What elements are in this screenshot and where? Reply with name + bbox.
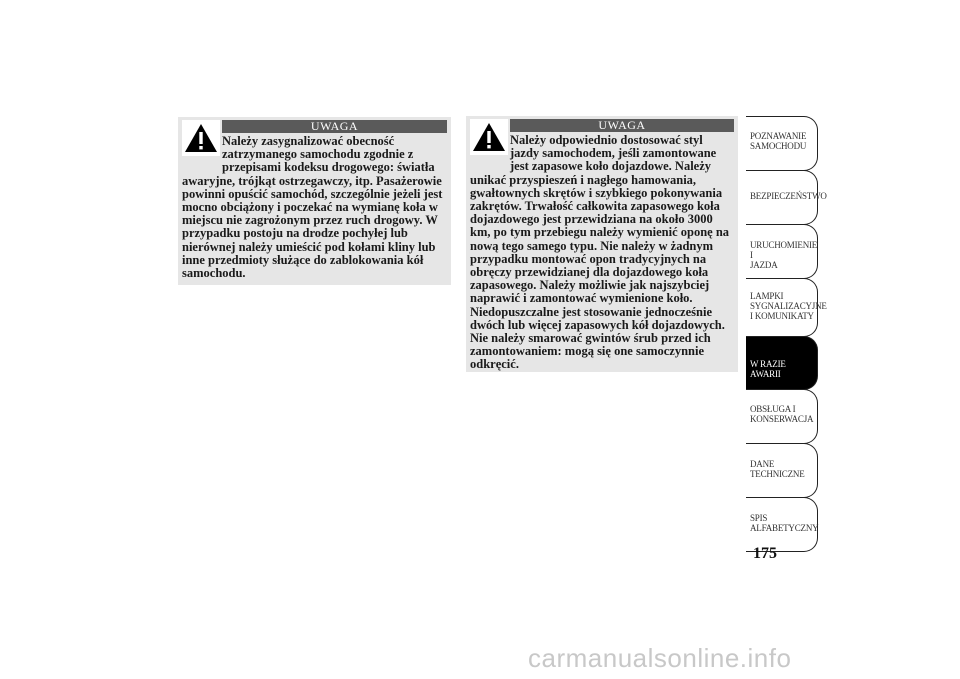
warning-text-content: Należy odpowiednio dostosować styl jazdy samochodem, jeśli zamontowane jest zapasowe koło dojazdowe. Należy unikać przyspieszeń i nagłego hamowania, gwałtownych skrętów i szybkiego pokonywania zakrętów. Trwałość całkowita zapasowego koła dojazdowego jest przewidziana na około 3000 km, po tym przebiegu należy wymienić oponę na nową tego samego typu. Nie należy w żadnym przypadku montować opon tradycyjnych na obręczy przewidzianej dla dojazdowego koła zapasowego. Należy możliwie jak najszybciej naprawić i zamontować wymienione koło. Niedopuszczalne jest stosowanie jednocześnie dwóch lub więcej zapasowych kół dojazdowych. Nie należy smarować gwintów śrub przed ich zamontowaniem: mogą się one samoczynnie odkręcić. xyxy=(470,133,730,372)
warning-heading: UWAGA xyxy=(510,119,734,132)
tab-w-razie-awarii[interactable] xyxy=(746,336,818,390)
warning-text-content: Należy zasygnalizować obecność zatrzymanego samochodu zgodnie z przepisami kodeksu drogowego: światła awaryjne, trójkąt ostrzegawczy, itp. Pasażerowie powinni opuścić samochód, szczególnie jeżeli jest mocno obciążony i poczekać na wymianę koła w miejscu nie zagrożonym przez ruch drogowy. W przypadku postoju na drodze pochyłej lub nierównej należy umieścić pod kołami kliny lub inne przedmioty służące do zablokowania kół samochodu. xyxy=(182,134,443,281)
tab-label: LAMPKI xyxy=(750,291,784,301)
tab-label: BEZPIECZEŃSTWO xyxy=(750,191,827,201)
chapter-tabs xyxy=(746,116,827,551)
warning-text xyxy=(470,134,734,372)
warning-box-2 xyxy=(466,116,738,372)
page-number: 175 xyxy=(753,545,777,562)
tab-label: TECHNICZNE xyxy=(750,469,805,479)
warning-heading: UWAGA xyxy=(222,120,447,133)
tab-label: URUCHOMIENIE I xyxy=(750,240,818,260)
tab-label: SAMOCHODU xyxy=(750,141,807,151)
tab-label: OBSŁUGA I xyxy=(750,404,796,414)
tab-obsluga-i-konserwacja[interactable] xyxy=(746,389,818,444)
tab-label: SPIS xyxy=(750,513,768,523)
tab-lampki-sygnalizacyjne[interactable] xyxy=(746,278,827,337)
tab-bezpieczenstwo[interactable] xyxy=(746,170,827,225)
tab-spis-alfabetyczny[interactable] xyxy=(746,497,818,552)
tab-poznawanie-samochodu[interactable] xyxy=(746,116,818,171)
tab-label: ALFABETYCZNY xyxy=(750,523,819,533)
tab-label: DANE xyxy=(750,459,775,469)
tab-uruchomienie-i-jazda[interactable] xyxy=(746,224,818,279)
tab-label: KONSERWACJA xyxy=(750,414,814,424)
tab-label: I KOMUNIKATY xyxy=(750,311,814,321)
watermark: carmanualsonline.info xyxy=(528,643,792,673)
tab-label: POZNAWANIE xyxy=(750,131,807,141)
warning-text xyxy=(182,135,447,280)
warning-box-1 xyxy=(178,117,451,285)
tab-label: W RAZIE AWARII xyxy=(750,359,786,379)
tab-label: SYGNALIZACYJNE xyxy=(750,301,827,311)
tab-label: JAZDA xyxy=(750,260,778,270)
tab-dane-techniczne[interactable] xyxy=(746,443,818,498)
